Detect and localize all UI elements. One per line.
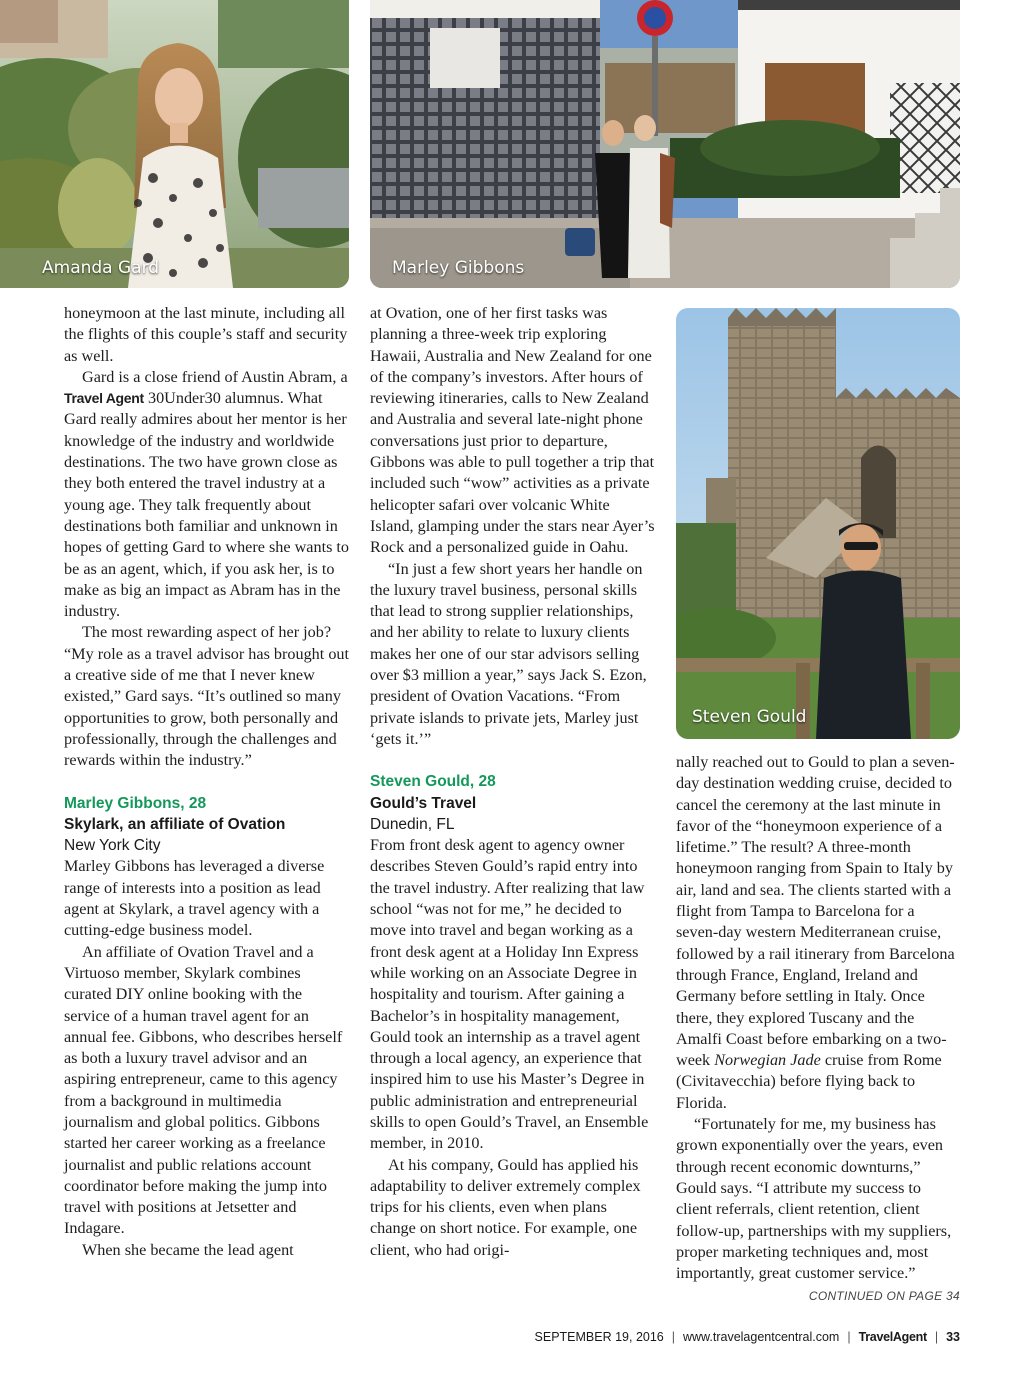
- col1-paragraph-5: An affiliate of Ovation Travel and a Virtuoso member, Skylark combines curated DIY online booking with the service of a human travel agent for an annual fee. Gibbons, who describes herself as both a luxury travel advisor and an aspiring entrepreneur, came to this agency from a background in multimedia journalism and global politics. Gibbons started her career working as a freelance journalist and public relations account coordinator before making the jump into travel with positions at Jetsetter and Indagare.: [64, 942, 343, 1238]
- amanda-photo-art: [0, 0, 349, 288]
- col1-paragraph-6: When she became the lead agent: [82, 1240, 294, 1259]
- footer-url[interactable]: www.travelagentcentral.com: [683, 1330, 840, 1344]
- profile-name-steven: Steven Gould, 28: [370, 773, 496, 791]
- col1-paragraph-4: Marley Gibbons has leveraged a diverse range of interests into a position as lead agent at Skylark, a travel agency with a cutting-edge business model.: [64, 857, 325, 940]
- caption-amanda-gard: Amanda Gard: [42, 258, 160, 278]
- profile-city-marley: New York City: [64, 837, 161, 855]
- caption-marley-gibbons: Marley Gibbons: [392, 258, 525, 278]
- caption-steven-gould: Steven Gould: [692, 707, 807, 727]
- photo-steven-gould: [676, 308, 960, 739]
- col2-paragraph-1: at Ovation, one of her first tasks was planning a three-week trip exploring Hawaii, Australia and New Zealand for one of the company’s investors. After hours of reviewing itineraries, calls to New Zealand and Australia and several late-night phone conversations just prior to departure, Gibbons was able to pull together a trip that included such “wow” activities as a private helicopter safari over volcanic White Island, glamping under the stars near Ayer’s Rock and a personalized guide in Oahu.: [370, 304, 655, 557]
- article-column-1: [64, 303, 349, 1261]
- col2-paragraph-3: From front desk agent to agency owner describes Steven Gould’s rapid entry into the travel industry. After realizing that law school “was not for me,” he decided to move into travel and began working as a front desk agent at a Holiday Inn Express while working on an Associate Degree in hospitality and tourism. After gaining a Bachelor’s in hospitality management, Gould took an internship as a travel agent through a local agency, an experience that inspired him to use his Master’s Degree in public administration and entrepreneurial skills to open Gould’s Travel, an Ensemble member, in 2010.: [370, 836, 649, 1153]
- profile-agency-marley: Skylark, an affiliate of Ovation: [64, 815, 286, 833]
- col1-p2-text-a: Gard is a close friend of Austin Abram, a: [82, 367, 348, 386]
- footer-publication: TravelAgent: [858, 1330, 927, 1344]
- ship-name: Norwegian Jade: [714, 1051, 821, 1070]
- article-column-2: [370, 303, 655, 1261]
- marley-photo-art: [370, 0, 960, 288]
- col1-p2-text-b: 30Under30 alumnus. What Gard really admires about her mentor is her knowledge of the industry and worldwide destinations. The two have grown close as they both entered the travel industry at a young age. They talk frequently about destinations both familiar and unknown in hopes of getting Gard to where she wants to be as an agent, which, if you ask her, is to make as big an impact as Abram has in the industry.: [64, 389, 350, 621]
- brand-travel-agent: Travel Agent: [64, 390, 144, 407]
- col2-paragraph-2: “In just a few short years her handle on the luxury travel business, personal skills that lead to strong supplier relationships, and her ability to relate to luxury clients makes her one of our star advisors selling over $3 million a year,” says Jack S. Ezon, president of Ovation Vacations. “From private islands to private jets, Marley just ‘gets it.’”: [370, 559, 647, 748]
- col3-paragraph-1: [676, 752, 960, 1114]
- col3-p1-text-b: cruise from Rome (Civitavecchia) before flying back to Florida.: [676, 1051, 942, 1112]
- footer-date: SEPTEMBER 19, 2016: [534, 1330, 664, 1344]
- col1-paragraph-1: honeymoon at the last minute, including all the flights of this couple’s staff and security as well.: [64, 304, 348, 365]
- col1-paragraph-3: The most rewarding aspect of her job? “My role as a travel advisor has brought out a creative side of me that I never knew existed,” Gard says. “It’s outlined so many opportunities to grow, both personally and professionally, through the challenges and rewards within the industry.”: [64, 623, 350, 770]
- profile-city-steven: Dunedin, FL: [370, 815, 455, 833]
- col1-paragraph-2: [64, 367, 349, 623]
- col3-paragraph-2: “Fortunately for me, my business has grown exponentially over the years, even through recent economic downturns,” Gould says. “I attribute my success to client referrals, client retention, client follow-up, partnerships with my suppliers, proper marketing techniques and, most importantly, great customer service.”: [676, 1115, 952, 1283]
- photo-amanda-gard: [0, 0, 349, 288]
- col3-p1-text-a: nally reached out to Gould to plan a seven-day destination wedding cruise, decided to cancel the ceremony at the last minute in favor of the “honeymoon experience of a lifetime.” The result? A three-month honeymoon ranging from Spain to Italy by air, land and sea. The clients started with a flight from Tampa to Barcelona for a seven-day western Mediterranean cruise, followed by a rail itinerary from Barcelona through France, England, Ireland and Germany before settling in Italy. Once there, they explored Tuscany and the Amalfi Coast before embarking on a two-week: [676, 753, 955, 1070]
- profile-name-marley: Marley Gibbons, 28: [64, 794, 207, 812]
- page-number: 33: [946, 1330, 960, 1344]
- profile-agency-steven: Gould’s Travel: [370, 794, 477, 812]
- continued-note: CONTINUED ON PAGE 34: [808, 1289, 960, 1303]
- steven-photo-art: [676, 308, 960, 739]
- article-column-3: [676, 752, 960, 1284]
- col2-paragraph-4: At his company, Gould has applied his adaptability to deliver extremely complex trips for his clients, even when plans change on short notice. For example, one client, who had origi-: [370, 1155, 641, 1259]
- photo-marley-gibbons: [370, 0, 960, 288]
- page-footer: SEPTEMBER 19, 2016 | www.travelagentcentral.com | TravelAgent | 33: [534, 1330, 960, 1344]
